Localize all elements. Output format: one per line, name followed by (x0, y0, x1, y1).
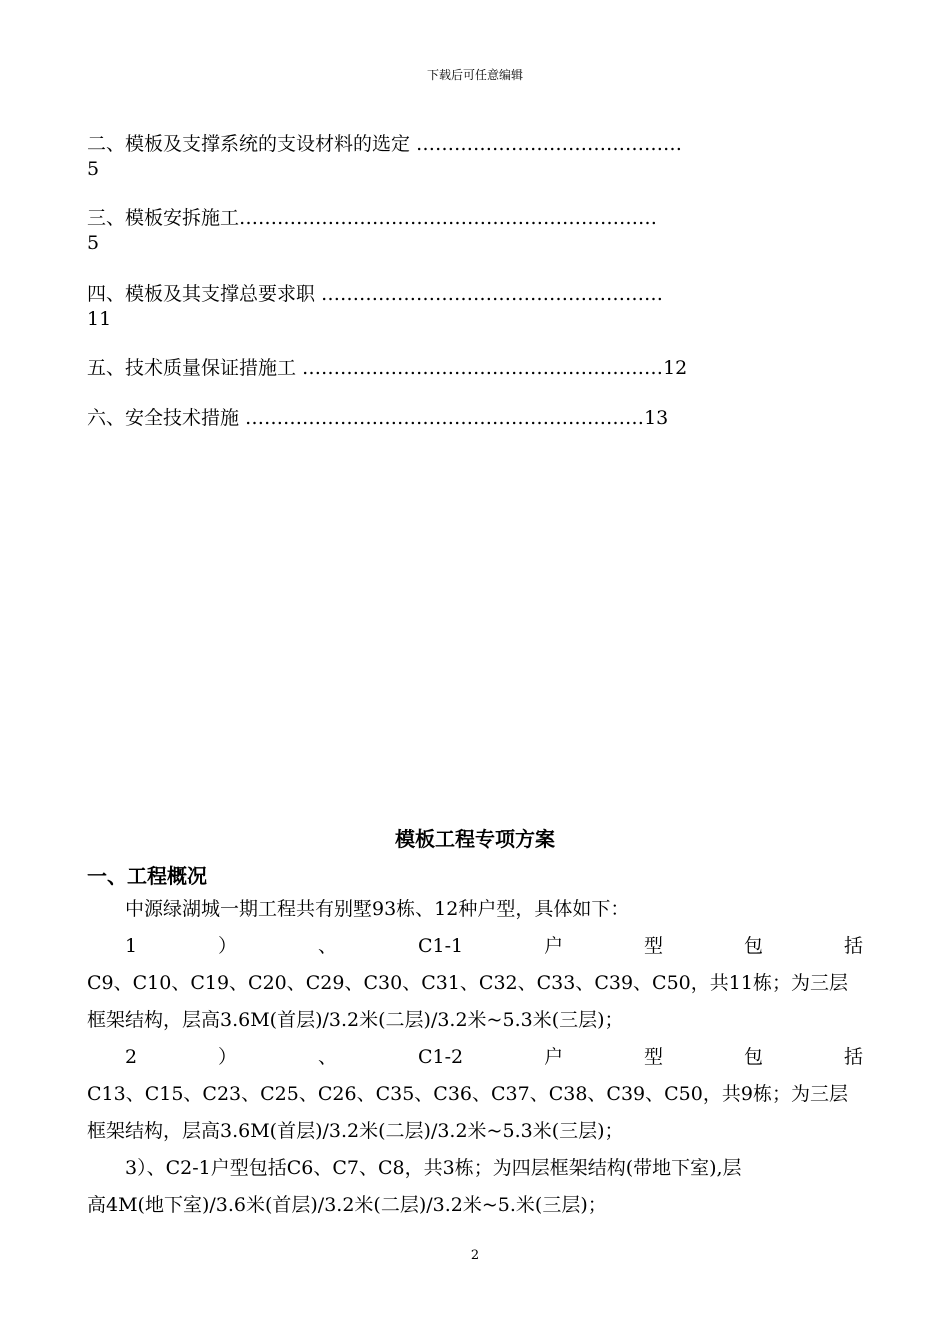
word: 型 (644, 935, 664, 957)
toc-entry-3[interactable] (87, 203, 657, 254)
word: 、 (318, 1046, 338, 1068)
toc-dots: ……………………………………………… (315, 283, 664, 305)
toc-entry-5[interactable] (87, 353, 687, 380)
section-heading: 一、工程概况 (87, 864, 207, 888)
word: ） (218, 935, 238, 957)
word: ） (218, 1046, 238, 1068)
text-line: C9、C10、C19、C20、C29、C30、C31、C32、C33、C39、C50，共11栋；为三层 (87, 972, 848, 994)
toc-label: 六、安全技术措施 (87, 407, 240, 429)
justified-line (125, 1039, 863, 1076)
page-number: 2 (470, 1248, 480, 1263)
toc-page-number: 5 (87, 232, 100, 254)
word: 户 (544, 1046, 564, 1068)
word: C1-2 (417, 1046, 464, 1068)
word: 型 (644, 1046, 664, 1068)
toc-label: 二、模板及支撑系统的支设材料的选定 (87, 133, 411, 155)
page-header: 下载后可任意编辑 (426, 68, 523, 82)
word: C1-1 (417, 935, 464, 957)
toc-entry-4[interactable] (87, 279, 663, 330)
toc-dots: ………………………………………………………… (239, 207, 658, 229)
toc-dots: …………………………………… (410, 133, 683, 155)
toc-label: 五、技术质量保证措施工 (87, 357, 297, 379)
toc-page-number: 11 (87, 308, 112, 330)
toc-entry-2[interactable] (87, 129, 682, 180)
toc-label: 四、模板及其支撑总要求职 (87, 283, 316, 305)
toc-page-number: 5 (87, 158, 100, 180)
text-line: 框架结构，层高3.6M(首层)/3.2米(二层)/3.2米~5.3米(三层)； (87, 1120, 624, 1142)
item-1-paragraph (87, 928, 863, 1039)
toc-label: 三、模板安拆施工 (87, 207, 240, 229)
word: 包 (744, 1046, 764, 1068)
word: 括 (843, 1046, 863, 1068)
toc-dots: ………………………………………………… (296, 357, 664, 379)
toc-page-number: 12 (663, 357, 688, 379)
justified-line (125, 928, 863, 965)
toc-entry-6[interactable] (87, 403, 668, 430)
word: 1 (125, 935, 138, 957)
intro-paragraph: 中源绿湖城一期工程共有别墅93栋、12种户型，具体如下： (125, 898, 630, 920)
word: 、 (318, 935, 338, 957)
word: 户 (544, 935, 564, 957)
word: 包 (744, 935, 764, 957)
item-3-paragraph (87, 1150, 863, 1224)
text-line: 框架结构，层高3.6M(首层)/3.2米(二层)/3.2米~5.3米(三层)； (87, 1009, 624, 1031)
text-line: 3）、C2-1户型包括C6、C7、C8，共3栋；为四层框架结构(带地下室),层 (125, 1157, 742, 1179)
item-2-paragraph (87, 1039, 863, 1150)
toc-page-number: 13 (644, 407, 669, 429)
word: 括 (843, 935, 863, 957)
text-line: 高4M(地下室)/3.6米(首层)/3.2米(二层)/3.2米~5.米(三层)； (87, 1194, 607, 1216)
text-line: C13、C15、C23、C25、C26、C35、C36、C37、C38、C39、C50，共9栋；为三层 (87, 1083, 848, 1105)
word: 2 (125, 1046, 138, 1068)
document-title: 模板工程专项方案 (395, 827, 555, 851)
toc-dots: ……………………………………………………… (239, 407, 645, 429)
